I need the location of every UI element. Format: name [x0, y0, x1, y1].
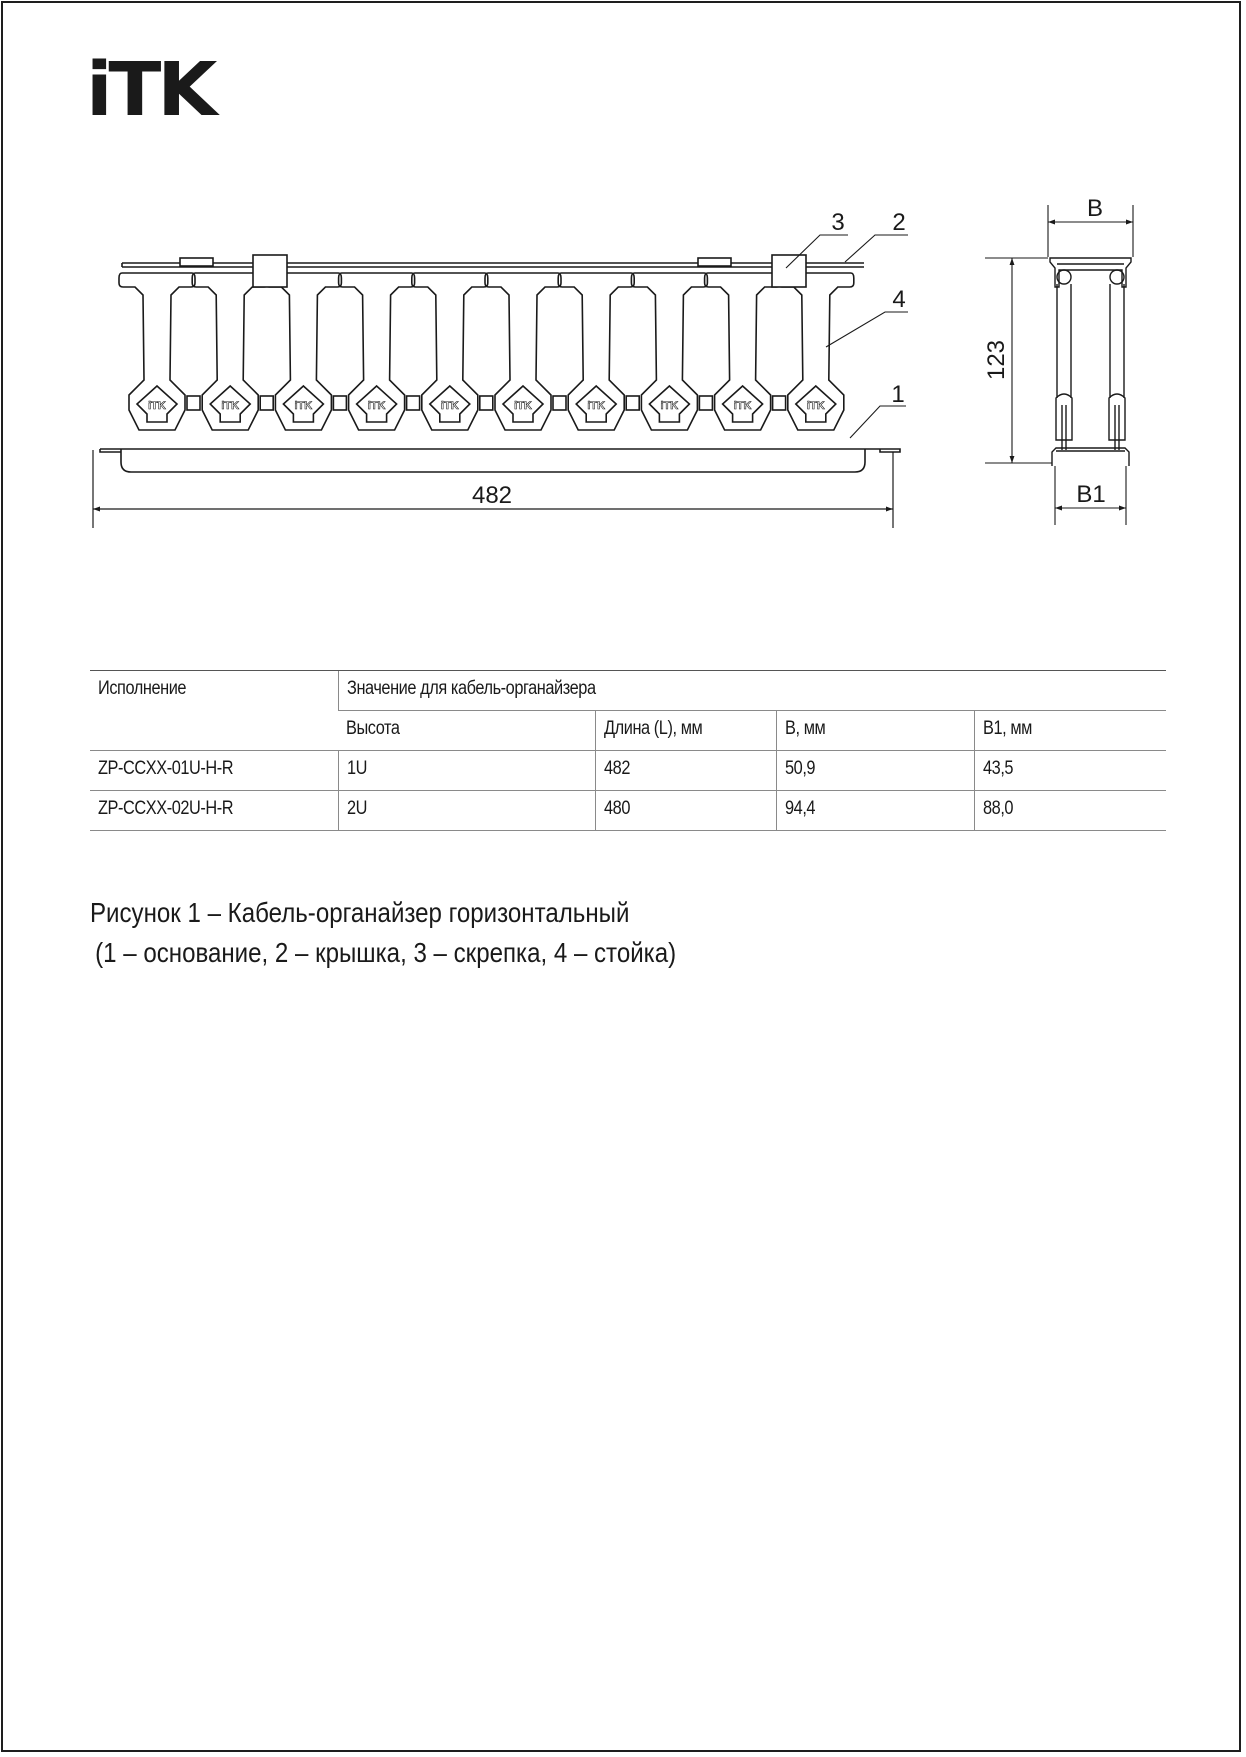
caption-title: Рисунок 1 – Кабель-органайзер горизонтальный	[90, 897, 630, 928]
table-cell	[776, 791, 974, 831]
post-logo-text: iTK	[587, 400, 606, 412]
header-b: B, мм	[784, 718, 825, 739]
header-b1: B1, мм	[982, 718, 1032, 739]
leader-1	[850, 406, 906, 438]
leader-2	[845, 235, 908, 262]
post-connector	[553, 396, 566, 410]
post	[339, 273, 420, 430]
table-cell	[776, 751, 974, 791]
table-cell	[595, 751, 776, 791]
post	[705, 273, 786, 430]
base-tray	[121, 449, 865, 472]
post-connector	[773, 396, 786, 410]
table-header-row	[90, 671, 1166, 711]
side-cover	[1050, 258, 1131, 287]
header-cell	[90, 671, 338, 751]
itk-logo: iTK	[86, 47, 214, 133]
table-cell	[338, 751, 595, 791]
caption-legend: (1 – основание, 2 – крышка, 3 – скрепка, 4 – стойка)	[95, 937, 677, 968]
callout-2: 2	[892, 209, 906, 236]
post-connector	[626, 396, 639, 410]
cell-model: ZP-CCXX-02U-H-R	[98, 798, 234, 819]
post	[412, 273, 493, 430]
width-b-label: B	[1086, 195, 1104, 222]
post	[265, 273, 346, 430]
cell-height: 2U	[346, 798, 367, 819]
cell-model: ZP-CCXX-01U-H-R	[98, 758, 234, 779]
header-cell	[595, 711, 776, 751]
side-view-labels	[983, 195, 1106, 508]
technical-drawing	[0, 190, 1246, 530]
header-cell	[974, 711, 1166, 751]
table-cell	[595, 791, 776, 831]
header-model: Исполнение	[98, 678, 187, 699]
post-connector	[187, 396, 200, 410]
post-connector	[260, 396, 273, 410]
header-height: Высота	[346, 718, 400, 739]
post-logo-text: iTK	[733, 400, 752, 412]
post-logo-text: iTK	[660, 400, 679, 412]
cell-b1: 43,5	[982, 758, 1013, 779]
table-cell	[974, 791, 1166, 831]
post	[558, 273, 639, 430]
leader-4	[826, 312, 908, 347]
clip-right	[772, 255, 806, 287]
table-cell	[974, 751, 1166, 791]
cell-b1: 88,0	[982, 798, 1013, 819]
post	[778, 273, 854, 430]
spec-table	[90, 670, 1166, 831]
table-row	[90, 791, 1166, 831]
width-b1-label: B1	[1076, 481, 1106, 508]
cell-b: 94,4	[784, 798, 815, 819]
post-logo-text: iTK	[806, 400, 825, 412]
post-logo-text: iTK	[148, 400, 166, 412]
clip-left	[253, 255, 287, 287]
post-connector	[699, 396, 712, 410]
table-cell	[90, 751, 338, 791]
post	[192, 273, 273, 430]
post	[485, 273, 566, 430]
cell-length: 480	[603, 798, 630, 819]
callout-4: 4	[892, 286, 906, 313]
post-logo-text: iTK	[514, 400, 532, 412]
header-cell	[776, 711, 974, 751]
post-logo-text: iTK	[440, 400, 459, 412]
header-group: Значение для кабель-органайзера	[346, 678, 596, 699]
cell-length: 482	[603, 758, 630, 779]
table-cell	[338, 791, 595, 831]
post	[119, 273, 200, 430]
post-logo-text: iTK	[294, 400, 313, 412]
post-connector	[407, 396, 420, 410]
callout-3: 3	[831, 209, 845, 236]
height-123-label: 123	[983, 339, 1010, 381]
post-logo-text: iTK	[367, 400, 386, 412]
header-cell	[338, 671, 1166, 711]
posts	[119, 273, 854, 430]
hinge-left	[180, 258, 213, 266]
base-plate	[100, 449, 900, 452]
length-dimension-label: 482	[471, 482, 513, 509]
header-length: Длина (L), мм	[603, 718, 702, 739]
post-connector	[480, 396, 493, 410]
post	[631, 273, 712, 430]
post-connector	[333, 396, 346, 410]
callout-1: 1	[891, 381, 905, 408]
cell-height: 1U	[346, 758, 367, 779]
cell-b: 50,9	[784, 758, 815, 779]
hinge-right	[698, 258, 731, 266]
header-cell	[338, 711, 595, 751]
table-row	[90, 751, 1166, 791]
table-cell	[90, 791, 338, 831]
post-logo-text: iTK	[221, 400, 240, 412]
figure-caption	[90, 893, 772, 973]
